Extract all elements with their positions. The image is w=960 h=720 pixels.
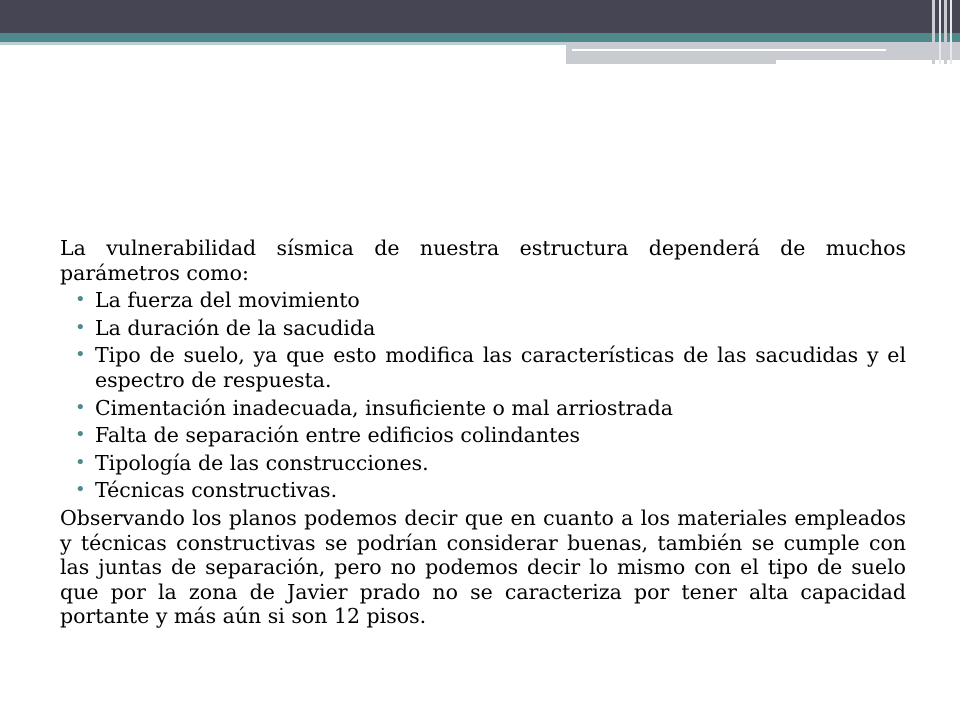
bullet-icon: • (75, 479, 86, 501)
parameter-list (60, 288, 906, 503)
list-item (60, 288, 906, 313)
list-item (60, 451, 906, 476)
slide-header-bar (0, 0, 960, 33)
slide-corner-stripe (939, 0, 941, 64)
bullet-icon: • (75, 316, 86, 338)
list-item-text: La duración de la sacudida (95, 315, 376, 340)
intro-paragraph: La vulnerabilidad sísmica de nuestra estructura dependerá de muchos parámetros como: (60, 236, 906, 285)
bullet-icon: • (75, 289, 86, 311)
slide-header-decoration-line (572, 49, 886, 51)
slide-corner-stripe (950, 0, 952, 64)
list-item-text: Cimentación inadecuada, insuficiente o mal arriostrada (95, 395, 673, 420)
list-item (60, 423, 906, 448)
slide-accent-line (0, 42, 570, 45)
conclusion-paragraph: Observando los planos podemos decir que en cuanto a los materiales empleados y técnicas constructivas se podrían considerar buenas, también se cumple con las juntas de separación, pero no podemos decir lo mismo con el tipo de suelo que por la zona de Javier prado no se caracteriza por tener alta capacidad portante y más aún si son 12 pisos. (60, 505, 906, 629)
slide-accent-band (0, 33, 960, 42)
bullet-icon: • (75, 344, 86, 366)
list-item-text: Técnicas constructivas. (95, 478, 338, 503)
bullet-icon: • (75, 424, 86, 446)
bullet-icon: • (75, 396, 86, 418)
list-item (60, 478, 906, 503)
slide-body (60, 236, 906, 629)
list-item-text: Tipo de suelo, ya que esto modifica las características de las sacudidas y el espectro de respuesta. (95, 343, 906, 392)
list-item (60, 343, 906, 392)
list-item-text: Tipología de las construcciones. (95, 450, 429, 475)
list-item (60, 396, 906, 421)
list-item-text: Falta de separación entre edificios colindantes (95, 423, 580, 448)
slide-corner-stripe (932, 0, 935, 64)
list-item-text: La fuerza del movimiento (95, 288, 360, 313)
list-item (60, 316, 906, 341)
bullet-icon: • (75, 451, 86, 473)
slide-corner-stripe (944, 0, 947, 64)
